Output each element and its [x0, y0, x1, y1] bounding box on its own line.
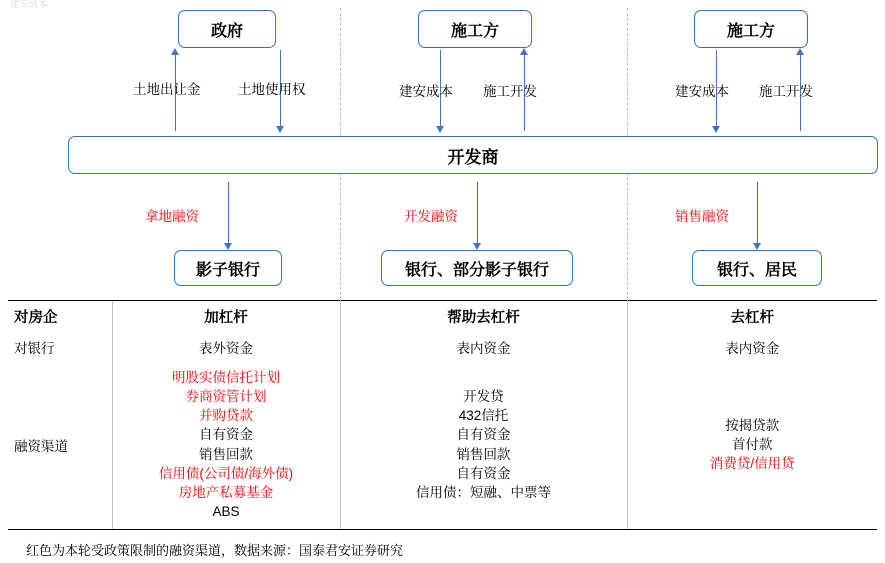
channel-item: 432信托 — [458, 408, 509, 424]
arrow-construction-cost-1-head — [436, 126, 444, 133]
comparison-table — [8, 300, 877, 530]
flow-label-construction-dev-1: 施工开发 — [483, 84, 537, 99]
channel-item: 自有资金 — [456, 427, 511, 443]
flow-label-construction-cost-2: 建安成本 — [675, 84, 729, 99]
channel-item: 并购贷款 — [199, 408, 253, 424]
channel-item: ABS — [212, 504, 240, 520]
node-government-label: 政府 — [210, 22, 243, 40]
node-bank-partial-shadow[interactable] — [381, 250, 573, 286]
arrow-development-financing-line — [477, 182, 478, 243]
channel-item: 自有资金 — [199, 427, 253, 443]
node-bank-residents-label: 银行、居民 — [716, 261, 797, 279]
channel-list-3 — [632, 416, 874, 473]
channel-item: 明股实债信托计划 — [172, 370, 280, 385]
table-cell-help-deleverage: 帮助去杠杆 — [340, 301, 627, 333]
flow-label-land-financing: 拿地融资 — [145, 209, 199, 224]
flow-label-construction-dev-2: 施工开发 — [759, 84, 813, 99]
table-row-label-bank: 对银行 — [14, 341, 55, 356]
node-contractor-1-label: 施工方 — [450, 22, 499, 40]
channel-list-1 — [117, 368, 336, 521]
table-row-label-developer: 对房企 — [8, 301, 112, 333]
arrow-sales-financing-head — [753, 243, 761, 250]
table-row — [8, 362, 877, 530]
flow-label-sales-financing: 销售融资 — [675, 209, 729, 224]
flow-label-land-use-right: 土地使用权 — [238, 82, 306, 97]
flow-label-land-transfer-fee: 土地出让金 — [133, 82, 201, 97]
node-developer-label: 开发商 — [447, 147, 499, 167]
table-cell-onbalance-2: 表内资金 — [725, 341, 780, 356]
arrow-land-financing-head — [224, 243, 232, 250]
node-contractor-1[interactable] — [418, 10, 532, 48]
channel-item: 销售回款 — [199, 446, 253, 462]
channel-list-2 — [345, 387, 623, 502]
arrow-construction-dev-1-head — [520, 48, 528, 55]
channel-item: 销售回款 — [456, 446, 511, 462]
arrow-development-financing-head — [473, 243, 481, 250]
corner-watermark-label: 建安成本 — [10, 0, 49, 9]
table-cell-deleverage: 去杠杆 — [627, 301, 877, 333]
node-shadow-bank[interactable] — [174, 250, 282, 286]
table-cell-offbalance: 表外资金 — [112, 332, 340, 362]
node-bank-residents[interactable] — [692, 250, 822, 286]
table-row — [8, 332, 877, 362]
channel-item: 按揭贷款 — [725, 417, 780, 433]
node-bank-partial-shadow-label: 银行、部分影子银行 — [404, 261, 549, 279]
flow-label-construction-cost-1: 建安成本 — [399, 84, 453, 99]
table-cell-channels-help-deleverage — [340, 362, 627, 530]
channel-item: 首付款 — [732, 437, 773, 453]
arrow-construction-dev-2-head — [796, 48, 804, 55]
table-cell-channels-deleverage — [627, 362, 877, 530]
channel-item: 消费贷/信用贷 — [709, 456, 795, 472]
arrow-sales-financing-line — [757, 182, 758, 243]
table-cell-channels-leverage-up — [112, 362, 340, 530]
node-contractor-2[interactable] — [694, 10, 808, 48]
arrow-land-financing-line — [228, 182, 229, 243]
table-cell-leverage-up: 加杠杆 — [112, 301, 340, 333]
node-contractor-2-label: 施工方 — [726, 22, 775, 40]
arrow-construction-cost-2-head — [712, 126, 720, 133]
table-row-label-channels: 融资渠道 — [8, 362, 112, 530]
arrow-land-transfer-fee-head — [171, 48, 179, 55]
channel-item: 房地产私募基金 — [178, 484, 274, 500]
channel-item: 开发贷 — [463, 389, 504, 405]
channel-item: 信用债：短融、中票等 — [416, 484, 551, 500]
arrow-land-use-right-head — [276, 126, 284, 133]
node-shadow-bank-label: 影子银行 — [195, 261, 260, 279]
channel-item: 券商资管计划 — [185, 389, 267, 405]
node-government[interactable] — [178, 10, 276, 48]
channel-item: 自有资金 — [456, 465, 511, 481]
channel-item: 信用债(公司债/海外债) — [158, 465, 294, 481]
node-developer[interactable] — [68, 136, 878, 174]
footnote: 红色为本轮受政策限制的融资渠道，数据来源：国泰君安证券研究 — [26, 543, 404, 558]
table-cell-onbalance-1: 表内资金 — [340, 332, 627, 362]
flow-label-development-financing: 开发融资 — [404, 209, 458, 224]
table-row — [8, 301, 877, 333]
